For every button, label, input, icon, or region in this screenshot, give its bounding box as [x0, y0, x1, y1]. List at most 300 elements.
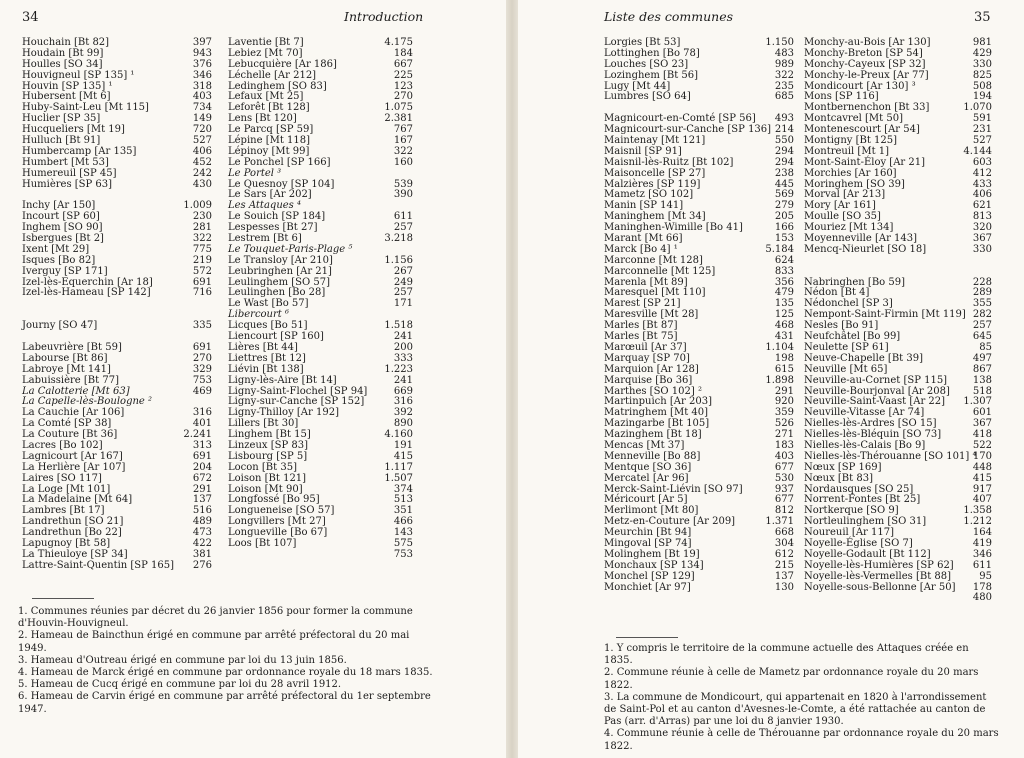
population-value: 318 [192, 80, 212, 92]
population-value: 812 [774, 505, 794, 517]
commune-name: Mons [SP 116] [804, 91, 879, 103]
commune-name: Léchelle [Ar 212] [228, 69, 317, 81]
population-value: 135 [774, 298, 794, 310]
commune-row [228, 267, 413, 278]
population-value: 480 [972, 592, 992, 604]
footnote: 5. Hameau de Cucq érigé en commune par loi du 28 avril 1912. [18, 679, 342, 691]
commune-name: Nesles [Bo 91] [804, 320, 879, 332]
commune-name: Ligny-Thilloy [Ar 192] [228, 407, 339, 419]
commune-name: Lens [Bt 120] [228, 113, 297, 125]
population-value: 322 [774, 69, 794, 81]
population-value: 359 [774, 407, 794, 419]
commune-column [604, 38, 794, 593]
commune-name: Lacres [Bo 102] [22, 439, 103, 451]
commune-name: Les Attaques ⁴ [228, 200, 301, 212]
commune-name: Maresville [Mt 28] [604, 309, 699, 321]
commune-name: Marles [Bt 75] [604, 331, 678, 343]
population-value: 753 [192, 374, 212, 386]
commune-name: Monchiet [Ar 97] [604, 581, 691, 593]
population-value: 527 [972, 135, 992, 147]
population-value: 149 [192, 113, 212, 125]
population-value: 518 [972, 385, 992, 397]
commune-name: Nortkerque [SO 9] [804, 505, 899, 517]
population-value: 330 [972, 243, 992, 255]
commune-name: Noyelle-lès-Humières [SP 62] [804, 559, 954, 571]
commune-column [22, 38, 212, 572]
population-value: 516 [192, 505, 212, 517]
commune-name: Lorgies [Bt 53] [604, 37, 681, 48]
commune-row [604, 169, 794, 180]
commune-name: Hubersent [Mt 6] [22, 91, 111, 103]
commune-name: Mondicourt [Ar 130] ³ [804, 80, 916, 92]
population-value: 466 [393, 516, 413, 528]
population-value: 276 [192, 559, 212, 571]
population-value: 412 [972, 167, 992, 179]
population-value: 611 [393, 211, 413, 223]
population-value: 603 [972, 156, 992, 168]
commune-name: Hucqueliers [Mt 19] [22, 124, 125, 136]
commune-row [804, 245, 992, 256]
commune-name: Magnicourt-sur-Canche [SP 136] [604, 124, 772, 136]
population-value: 767 [393, 124, 413, 136]
population-value: 1.150 [765, 37, 794, 48]
commune-name: Izel-lès-Hameau [SP 142] [22, 287, 151, 299]
population-value: 205 [774, 211, 794, 223]
commune-name: Merck-Saint-Liévin [SO 97] [604, 483, 743, 495]
commune-row [804, 463, 992, 474]
commune-name: Noyelle-lès-Vermelles [Bt 88] [804, 570, 952, 582]
population-value: 448 [972, 461, 992, 473]
population-value: 691 [192, 276, 212, 288]
commune-name: Lumbres [SO 64] [604, 91, 691, 103]
commune-row [228, 539, 413, 550]
commune-name: Incourt [SP 60] [22, 211, 100, 223]
commune-name: Maninghem [Mt 34] [604, 211, 706, 223]
population-value: 677 [774, 461, 794, 473]
commune-name: Manin [SP 141] [604, 200, 684, 212]
population-value: 219 [192, 254, 212, 266]
commune-name: Morchies [Ar 160] [804, 167, 897, 179]
commune-name: Marconne [Mt 128] [604, 254, 703, 266]
commune-row [228, 365, 413, 376]
population-value: 645 [972, 331, 992, 343]
commune-row [22, 463, 212, 474]
commune-name: Mercatel [Ar 96] [604, 472, 689, 484]
commune-name: La Loge [Mt 101] [22, 483, 111, 495]
population-value: 294 [774, 156, 794, 168]
commune-row [22, 474, 212, 485]
population-value: 291 [774, 385, 794, 397]
population-value: 4.144 [963, 145, 992, 157]
commune-name: Laventie [Bt 7] [228, 37, 304, 48]
commune-row [604, 376, 794, 387]
population-value: 153 [774, 233, 794, 245]
population-value: 138 [972, 374, 992, 386]
commune-name: Inchy [Ar 150] [22, 200, 96, 212]
population-value: 489 [192, 516, 212, 528]
commune-name: La Madelaine [Mt 64] [22, 494, 133, 506]
commune-name: Noyelle-Église [SO 7] [804, 537, 913, 549]
commune-name: Marquise [Bo 36] [604, 374, 693, 386]
population-value: 1.507 [384, 472, 413, 484]
population-value: 320 [972, 222, 992, 234]
commune-name: Mazinghem [Bt 18] [604, 429, 702, 441]
commune-name: Lefaux [Mt 25] [228, 91, 304, 103]
commune-name: Longueneise [SO 57] [228, 505, 335, 517]
commune-row [22, 365, 212, 376]
right-page [518, 0, 1024, 758]
population-value: 572 [192, 265, 212, 277]
commune-name: Marquay [SP 70] [604, 352, 690, 364]
commune-name: Mouriez [Mt 134] [804, 222, 894, 234]
commune-name: Loison [Bt 121] [228, 472, 307, 484]
commune-row [604, 474, 794, 485]
population-value: 346 [192, 69, 212, 81]
commune-name: Neuville-Saint-Vaast [Ar 22] [804, 396, 946, 408]
commune-row [22, 71, 212, 82]
commune-name: Monchy-au-Bois [Ar 130] [804, 37, 931, 48]
population-value: 591 [972, 113, 992, 125]
commune-name: Le Wast [Bo 57] [228, 298, 309, 310]
population-value: 194 [972, 91, 992, 103]
commune-name: Longueville [Bo 67] [228, 527, 328, 539]
population-value: 316 [393, 396, 413, 408]
population-value: 1.075 [384, 102, 413, 114]
commune-name: Maisnil [SP 91] [604, 145, 682, 157]
commune-name: Le Transloy [Ar 210] [228, 254, 333, 266]
commune-name: Maisnil-lès-Ruitz [Bt 102] [604, 156, 734, 168]
population-value: 123 [393, 80, 413, 92]
population-value: 257 [393, 287, 413, 299]
population-value: 989 [774, 58, 794, 70]
population-value: 433 [972, 178, 992, 190]
commune-name: Mazingarbe [Bt 105] [604, 418, 710, 430]
commune-name: Neuville-au-Cornet [SP 115] [804, 374, 948, 386]
footnote: 2. Commune réunie à celle de Mametz par ordonnance royale du 20 mars 1822. [604, 667, 979, 691]
population-value: 230 [192, 211, 212, 223]
commune-name: Louches [SO 23] [604, 58, 689, 70]
population-value: 346 [972, 548, 992, 560]
commune-name: Izel-lès-Equerchin [Ar 18] [22, 276, 153, 288]
commune-name: Leforêt [Bt 128] [228, 102, 310, 114]
population-value: 130 [774, 581, 794, 593]
commune-name: Nédonchel [SP 3] [804, 298, 893, 310]
population-value: 406 [192, 145, 212, 157]
population-value: 241 [393, 331, 413, 343]
population-value: 401 [192, 418, 212, 430]
population-value: 445 [774, 178, 794, 190]
commune-name: Huclier [SP 35] [22, 113, 101, 125]
commune-name: La Herlière [Ar 107] [22, 461, 126, 473]
population-value: 1.223 [384, 363, 413, 375]
commune-name: Morval [Ar 213] [804, 189, 886, 201]
commune-name: Isbergues [Bt 2] [22, 233, 104, 245]
population-value: 367 [972, 418, 992, 430]
population-value: 468 [774, 320, 794, 332]
commune-row [228, 463, 413, 474]
running-title: Liste des communes [604, 9, 734, 24]
commune-name: Liettres [Bt 12] [228, 352, 306, 364]
commune-name: La Thieuloye [SP 34] [22, 548, 128, 560]
commune-name: Iverguy [SP 171] [22, 265, 108, 277]
population-value: 691 [192, 450, 212, 462]
population-value: 624 [774, 254, 794, 266]
commune-name: Laires [SO 117] [22, 472, 102, 484]
population-value: 867 [972, 363, 992, 375]
commune-name: Libercourt ⁶ [228, 309, 289, 321]
population-value: 270 [192, 352, 212, 364]
left-page [0, 0, 506, 758]
commune-name: Neuville-Bourjonval [Ar 208] [804, 385, 950, 397]
population-value: 833 [774, 265, 794, 277]
commune-name: Menneville [Bo 88] [604, 450, 701, 462]
commune-name: Lagnicourt [Ar 167] [22, 450, 123, 462]
commune-name: La Capelle-lès-Boulogne ² [22, 396, 153, 408]
population-value: 282 [972, 309, 992, 321]
commune-row [804, 474, 992, 485]
population-value: 943 [192, 47, 212, 59]
commune-name: Moyenneville [Ar 143] [804, 233, 918, 245]
commune-name: Mingoval [SP 74] [604, 537, 692, 549]
commune-row [804, 583, 992, 594]
commune-row [228, 376, 413, 387]
commune-name: Liencourt [SP 160] [228, 331, 324, 343]
commune-name: Marest [SP 21] [604, 298, 681, 310]
commune-name: Nortleulinghem [SO 31] [804, 516, 927, 528]
population-value: 981 [972, 37, 992, 48]
commune-name: Nielles-lès-Calais [Bo 9] [804, 439, 926, 451]
commune-name: La Comté [SP 38] [22, 418, 112, 430]
population-value: 569 [774, 189, 794, 201]
population-value: 85 [979, 341, 992, 353]
running-title: Introduction [344, 9, 424, 24]
population-value: 171 [393, 298, 413, 310]
population-value: 4.175 [384, 37, 413, 48]
commune-name: Marck [Bo 4] ¹ [604, 243, 678, 255]
commune-name: Nempont-Saint-Firmin [Mt 119] [804, 309, 966, 321]
commune-name: Landrethun [SO 21] [22, 516, 124, 528]
population-value: 322 [192, 233, 212, 245]
population-value: 170 [972, 450, 992, 462]
commune-name: Mont-Saint-Éloy [Ar 21] [804, 156, 926, 168]
population-value: 1.070 [963, 102, 992, 114]
population-value: 215 [774, 559, 794, 571]
population-value: 720 [192, 124, 212, 136]
population-value: 160 [393, 156, 413, 168]
commune-name: Labeuvrière [Bt 59] [22, 341, 122, 353]
commune-name: Journy [SO 47] [22, 320, 98, 332]
population-value: 452 [192, 156, 212, 168]
population-value: 483 [774, 47, 794, 59]
commune-name: Le Sars [Ar 202] [228, 189, 312, 201]
commune-row [22, 376, 212, 387]
commune-name: Lisbourg [SP 5] [228, 450, 308, 462]
commune-name: Mencas [Mt 37] [604, 439, 685, 451]
commune-row [228, 474, 413, 485]
commune-row [22, 180, 212, 191]
commune-name: Houlles [SO 34] [22, 58, 103, 70]
commune-name: Lépinoy [Mt 99] [228, 145, 310, 157]
commune-name: Méricourt [Ar 5] [604, 494, 688, 506]
commune-name: Labuissière [Bt 77] [22, 374, 119, 386]
commune-name: Longvillers [Mt 27] [228, 516, 326, 528]
commune-name: Landrethun [Bo 22] [22, 527, 122, 539]
commune-name: Leulinghem [SO 57] [228, 276, 331, 288]
population-value: 257 [972, 320, 992, 332]
population-value: 406 [972, 189, 992, 201]
population-value: 1.156 [384, 254, 413, 266]
population-value: 376 [192, 58, 212, 70]
commune-row [604, 572, 794, 583]
commune-row [604, 583, 794, 594]
commune-name: Maresquel [Mt 110] [604, 287, 706, 299]
commune-name: Monchy-le-Preux [Ar 77] [804, 69, 929, 81]
population-value: 137 [192, 494, 212, 506]
population-value: 241 [393, 374, 413, 386]
commune-name: Marquion [Ar 128] [604, 363, 699, 375]
population-value: 479 [774, 287, 794, 299]
commune-name: Montigny [Bt 125] [804, 135, 898, 147]
commune-name: Lebiez [Mt 70] [228, 47, 303, 59]
commune-name: Moulle [SO 35] [804, 211, 881, 223]
commune-name: Lugy [Mt 44] [604, 80, 671, 92]
commune-column [804, 38, 992, 604]
population-value: 415 [393, 450, 413, 462]
commune-name: Matringhem [Mt 40] [604, 407, 709, 419]
commune-name: Neufchâtel [Bo 99] [804, 331, 901, 343]
population-value: 716 [192, 287, 212, 299]
commune-row [604, 267, 794, 278]
commune-row [604, 463, 794, 474]
population-value: 734 [192, 102, 212, 114]
commune-name: Humières [SP 63] [22, 178, 113, 190]
footnote: 4. Hameau de Marck érigé en commune par ordonnance royale du 18 mars 1835. [18, 667, 433, 679]
commune-name: Liévin [Bt 138] [228, 363, 304, 375]
population-value: 184 [393, 47, 413, 59]
commune-name: Houvin [SP 135] ¹ [22, 80, 113, 92]
commune-name: Hulluch [Bt 91] [22, 135, 101, 147]
commune-name: Le Quesnoy [SP 104] [228, 178, 335, 190]
commune-name: Marthes [SO 102] ² [604, 385, 702, 397]
commune-name: Maintenay [Mt 121] [604, 135, 706, 147]
commune-name: Ligny-Saint-Flochel [SP 94] [228, 385, 368, 397]
commune-name: Humereuil [SP 45] [22, 167, 117, 179]
commune-name: Labroye [Mt 141] [22, 363, 111, 375]
population-value: 392 [393, 407, 413, 419]
commune-row [22, 267, 212, 278]
commune-name: Mametz [SO 102] [604, 189, 694, 201]
footnote: 3. La commune de Mondicourt, qui appartenait en 1820 à l'arrondissement de Saint-Pol et au canton d'Avesnes-le-Comte, a été rattachée au canton de Pas (arr. d'Arras) par une loi du 8 janvier 1930. [604, 691, 987, 728]
population-value: 249 [393, 276, 413, 288]
population-value: 164 [972, 527, 992, 539]
commune-name: Monchaux [SP 134] [604, 559, 704, 571]
commune-row [604, 365, 794, 376]
population-value: 289 [972, 287, 992, 299]
population-value: 330 [972, 58, 992, 70]
commune-row [804, 572, 992, 583]
commune-name: Ledinghem [SO 83] [228, 80, 327, 92]
population-value: 407 [972, 494, 992, 506]
population-value: 497 [972, 352, 992, 364]
commune-name: Nielles-lès-Bléquin [SO 73] [804, 429, 942, 441]
commune-name: Mory [Ar 161] [804, 200, 876, 212]
population-value: 137 [774, 570, 794, 582]
population-value: 677 [774, 494, 794, 506]
population-value: 271 [774, 429, 794, 441]
population-value: 225 [393, 69, 413, 81]
population-value: 669 [393, 385, 413, 397]
population-value: 1.518 [384, 320, 413, 332]
commune-name: Ligny-lès-Aire [Bt 14] [228, 374, 337, 386]
commune-name: Lottinghen [Bo 78] [604, 47, 700, 59]
commune-row [604, 92, 794, 103]
population-value: 575 [393, 537, 413, 549]
commune-row [22, 561, 212, 572]
commune-row [228, 169, 413, 180]
population-value: 419 [972, 537, 992, 549]
population-value: 1.104 [765, 341, 794, 353]
commune-name: Marles [Bt 87] [604, 320, 678, 332]
population-value: 397 [192, 37, 212, 48]
commune-row [804, 593, 992, 604]
commune-name: Isques [Bo 82] [22, 254, 96, 266]
population-value: 356 [774, 276, 794, 288]
row-spacer [22, 299, 212, 310]
commune-name: Marœuil [Ar 37] [604, 341, 687, 353]
population-value: 257 [393, 222, 413, 234]
population-value: 685 [774, 91, 794, 103]
commune-name: Nordausques [SO 25] [804, 483, 914, 495]
population-value: 539 [393, 178, 413, 190]
commune-name: Longfossé [Bo 95] [228, 494, 320, 506]
population-value: 335 [192, 320, 212, 332]
commune-name: Le Ponchel [SP 166] [228, 156, 331, 168]
population-value: 242 [192, 167, 212, 179]
row-spacer [804, 256, 992, 267]
commune-name: La Cauchie [Ar 106] [22, 407, 125, 419]
commune-name: Locon [Bt 35] [228, 461, 297, 473]
commune-name: Montcavrel [Mt 50] [804, 113, 903, 125]
page-number: 35 [974, 10, 991, 25]
commune-name: La Calotterie [Mt 63] [22, 385, 130, 397]
commune-name: Ixent [Mt 29] [22, 243, 90, 255]
population-value: 418 [972, 429, 992, 441]
population-value: 813 [972, 211, 992, 223]
footnotes [18, 606, 438, 716]
commune-name: Neuve-Chapelle [Bt 39] [804, 352, 923, 364]
commune-column [228, 38, 413, 561]
population-value: 753 [393, 548, 413, 560]
commune-row [22, 288, 212, 299]
commune-name: Neuville [Mt 65] [804, 363, 888, 375]
commune-name: Nœux [Bt 83] [804, 472, 873, 484]
commune-name: Nabringhen [Bo 59] [804, 276, 905, 288]
commune-row [604, 561, 794, 572]
commune-name: Maninghen-Wimille [Bo 41] [604, 222, 743, 234]
commune-row [228, 71, 413, 82]
commune-name: Meurchin [Bt 94] [604, 527, 692, 539]
population-value: 198 [774, 352, 794, 364]
commune-name: Humbercamp [Ar 135] [22, 145, 137, 157]
population-value: 191 [393, 439, 413, 451]
commune-name: Leulinghen [Bo 28] [228, 287, 326, 299]
population-value: 530 [774, 472, 794, 484]
commune-name: Lapugnoy [Bt 58] [22, 537, 111, 549]
commune-name: Nielles-lès-Ardres [SO 15] [804, 418, 937, 430]
population-value: 183 [774, 439, 794, 451]
commune-name: Monchel [SP 129] [604, 570, 695, 582]
population-value: 231 [972, 124, 992, 136]
